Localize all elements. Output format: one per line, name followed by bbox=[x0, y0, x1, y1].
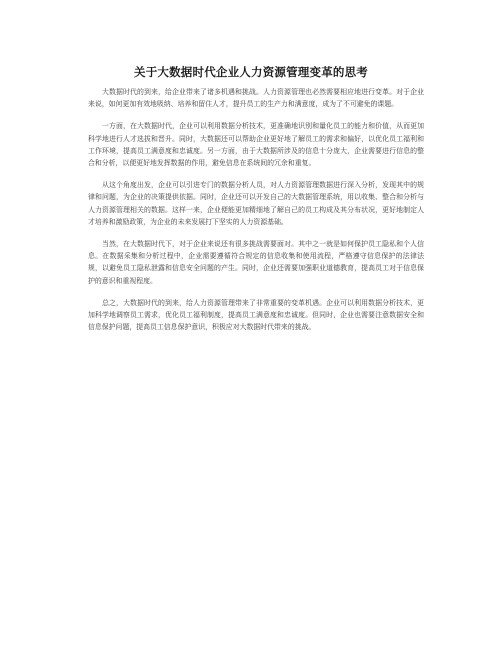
paragraph-3: 从这个角度出发，企业可以引进专门的数据分析人员，对人力资源管理数据进行深入分析，发现其中的规律和问题，为企业的决策提供依据。同时，企业还可以开发自己的大数据管理系统，用以收集、整合和分析与人力资源管理相关的数据。这样一来，企业便能更加精细地了解自己的员工构成及其分布状况，更好地制定人才培养和激励政策，为企业的未来发展打下坚实的人力资源基础。 bbox=[88, 181, 424, 226]
paragraph-5: 总之，大数据时代的到来，给人力资源管理带来了非常重要的变革机遇。企业可以利用数据分析技术，更加科学地调察员工需求，优化员工福利制度，提高员工满意度和忠诚度。但同时，企业也需要注意数据安全和信息保护问题，提高员工信息保护意识，积极应对大数据时代带来的挑战。 bbox=[88, 298, 424, 332]
paragraph-2: 一方面，在大数据时代，企业可以利用数据分析技术，更准确地识别和量化员工的能力和价值，从而更加科学地进行人才选拔和晋升。同时，大数据还可以帮助企业更好地了解员工的需求和偏好，以优化员工福利和工作环境，提高员工满意度和忠诚度。另一方面，由于大数据所涉及的信息十分庞大，企业需要进行信息的整合和分析，以便更好地发挥数据的作用，避免信息在系统间的冗余和重复。 bbox=[88, 122, 424, 168]
paragraph-1: 大数据时代的到来，给企业带来了诸多机遇和挑战。人力资源管理也必然需要相应地进行变革。对于企业来说，如何更加有效地吸纳、培养和留住人才，提升员工的生产力和满意度，成为了不可避免的课题。 bbox=[88, 88, 424, 109]
document-body bbox=[88, 86, 424, 343]
paragraph-4: 当然，在大数据时代下，对于企业来说还有很多挑战需要面对。其中之一就是如何保护员工隐私和个人信息。在数据采集和分析过程中，企业需要遵循符合规定的信息收集和使用流程，严格遵守信息保护的法律法规，以避免员工隐私泄露和信息安全问题的产生。同时，企业还需要加强职业道德教育，提高员工对于信息保护的意识和重视程度。 bbox=[88, 240, 424, 285]
document-title: 关于大数据时代企业人力资源管理变革的思考 bbox=[134, 65, 368, 79]
